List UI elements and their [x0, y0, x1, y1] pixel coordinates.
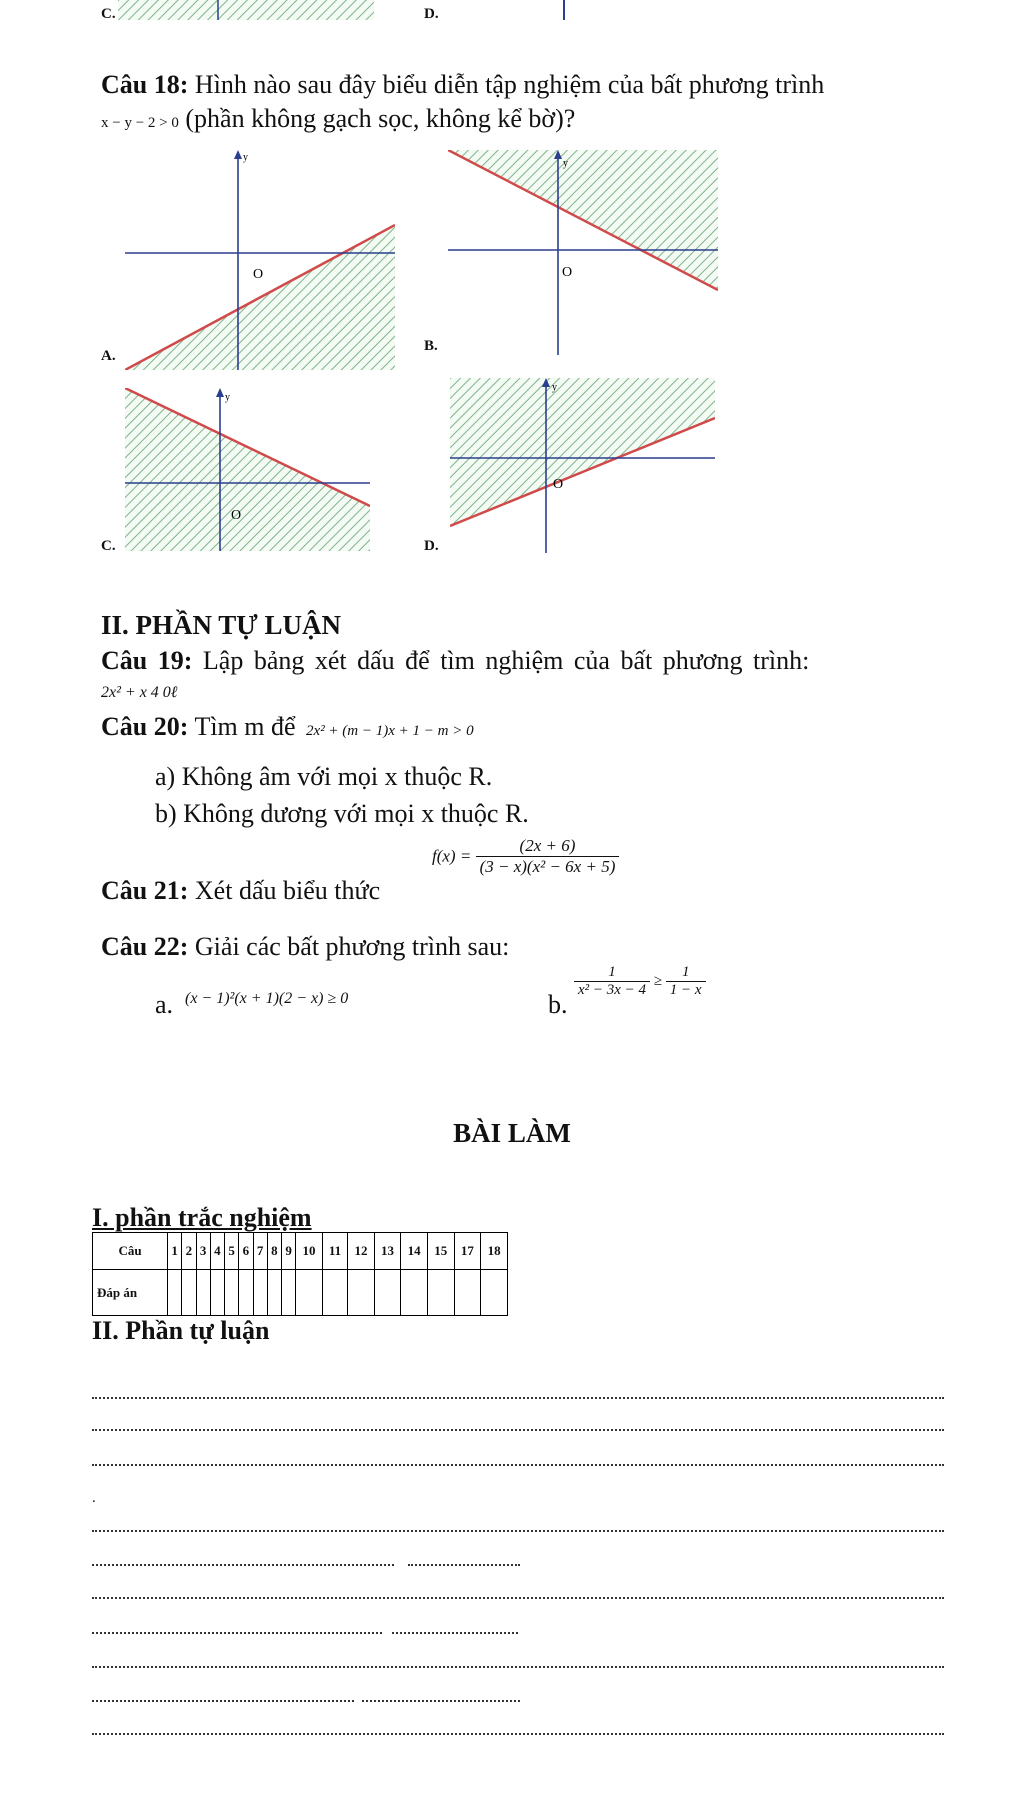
answer-cell[interactable] [267, 1270, 281, 1316]
graph-b-y-label: y [563, 158, 568, 169]
option-c: C. [101, 538, 116, 554]
answer-table-row-answers [93, 1270, 508, 1316]
top-hatch-figure [118, 0, 374, 20]
answer-col-number: 5 [225, 1233, 239, 1270]
answer-cell[interactable] [374, 1270, 401, 1316]
q20-label: Câu 20: [101, 712, 189, 741]
graph-a-y-label: y [243, 152, 248, 163]
answer-col-number: 13 [374, 1233, 401, 1270]
graph-d [450, 378, 715, 553]
answer-cell[interactable] [454, 1270, 481, 1316]
graph-b [448, 150, 718, 355]
graph-b-origin: O [562, 265, 573, 280]
writing-line[interactable] [92, 1666, 944, 1668]
q21-denominator: (3 − x)(x² − 6x + 5) [479, 857, 616, 876]
q22-label: Câu 22: [101, 932, 189, 961]
q18-line1 [101, 70, 824, 100]
writing-line-short[interactable] [362, 1700, 520, 1702]
graph-a-origin: O [253, 267, 264, 282]
q18-label: Câu 18: [101, 70, 189, 99]
answer-table-header-cau: Câu [93, 1233, 168, 1270]
q18-inequality: x − y − 2 > 0 [101, 115, 179, 131]
answer-col-number: 4 [210, 1233, 224, 1270]
answer-cell[interactable] [196, 1270, 210, 1316]
q22-b-num2: 1 [666, 964, 706, 982]
top-option-d: D. [424, 6, 439, 22]
writing-line[interactable] [92, 1530, 944, 1532]
answer-cell[interactable] [253, 1270, 267, 1316]
writing-line-short[interactable] [392, 1632, 518, 1634]
answer-cell[interactable] [401, 1270, 428, 1316]
answer-col-number: 18 [481, 1233, 508, 1270]
q22-part-b-label: b. [548, 990, 568, 1019]
answer-col-number: 11 [322, 1233, 347, 1270]
graph-d-origin: O [553, 477, 564, 492]
q19-text: Lập bảng xét dấu để tìm nghiệm của bất phương trình: [202, 646, 810, 675]
writing-line-short[interactable] [92, 1632, 382, 1634]
q20-line1 [101, 712, 474, 746]
answer-col-number: 12 [348, 1233, 375, 1270]
writing-line[interactable] [92, 1733, 944, 1735]
answer-cell[interactable] [296, 1270, 323, 1316]
q21-text: Xét dấu biểu thức [194, 876, 381, 905]
bai-lam-title: BÀI LÀM [453, 1118, 571, 1148]
answer-cell[interactable] [182, 1270, 196, 1316]
q22-b-den2: 1 − x [669, 982, 702, 998]
writing-line-short[interactable] [408, 1564, 520, 1566]
answer-cell[interactable] [427, 1270, 454, 1316]
answer-col-number: 9 [282, 1233, 296, 1270]
answer-cell[interactable] [239, 1270, 253, 1316]
writing-line[interactable] [92, 1464, 944, 1466]
option-d: D. [424, 538, 439, 554]
answer-col-number: 1 [168, 1233, 182, 1270]
answer-cell[interactable] [322, 1270, 347, 1316]
answer-col-number: 14 [401, 1233, 428, 1270]
writing-line[interactable] [92, 1429, 944, 1431]
q21-f: f(x) = [432, 846, 472, 866]
writing-line-short[interactable] [92, 1564, 394, 1566]
q21-expression [432, 836, 619, 877]
q21-line1 [101, 876, 380, 906]
answer-cell[interactable] [168, 1270, 182, 1316]
answer-col-number: 6 [239, 1233, 253, 1270]
q18-text: Hình nào sau đây biểu diễn tập nghiệm của bất phương trình [194, 70, 825, 99]
writing-line-short[interactable] [92, 1700, 354, 1702]
answer-cell[interactable] [481, 1270, 508, 1316]
top-option-c: C. [101, 6, 116, 22]
q20-part-b: b) Không dương với mọi x thuộc R. [155, 799, 529, 828]
q22-b-op: ≥ [653, 973, 663, 989]
graph-c [125, 388, 370, 551]
q21-label: Câu 21: [101, 876, 189, 905]
answer-col-number: 15 [427, 1233, 454, 1270]
q21-numerator: (2x + 6) [476, 836, 620, 857]
answer-cell[interactable] [348, 1270, 375, 1316]
answer-table [92, 1232, 508, 1316]
answer-col-number: 8 [267, 1233, 281, 1270]
answer-cell[interactable] [225, 1270, 239, 1316]
stray-dot: . [92, 1490, 96, 1506]
answers-section1-title: I. phần trắc nghiệm [92, 1203, 312, 1232]
writing-line[interactable] [92, 1397, 944, 1399]
top-axis-line [563, 0, 565, 20]
section2-title: II. PHẦN TỰ LUẬN [101, 610, 342, 640]
q22-part-b-expr [574, 964, 706, 999]
answer-col-number: 3 [196, 1233, 210, 1270]
q22-line1 [101, 932, 509, 962]
answer-cell[interactable] [210, 1270, 224, 1316]
q19-expr: 2x² + x 4 0ℓ [101, 684, 178, 701]
answer-table-row-numbers [93, 1233, 508, 1270]
q22-part-a-expr: (x − 1)²(x + 1)(2 − x) ≥ 0 [185, 990, 349, 1007]
q20-text: Tìm m để [194, 712, 296, 741]
answer-col-number: 17 [454, 1233, 481, 1270]
q19-label: Câu 19: [101, 646, 193, 675]
q18-text2: (phần không gạch sọc, không kể bờ)? [185, 104, 576, 133]
q22-text: Giải các bất phương trình sau: [194, 932, 510, 961]
q22-part-a-label: a. [155, 990, 174, 1019]
graph-d-y-label: y [552, 382, 557, 393]
graph-c-y-label: y [225, 392, 230, 403]
answer-col-number: 10 [296, 1233, 323, 1270]
q22-b-num1: 1 [574, 964, 650, 982]
option-a: A. [101, 348, 116, 364]
option-b: B. [424, 338, 438, 354]
q22-b-den1: x² − 3x − 4 [578, 982, 647, 998]
q19-line1 [101, 646, 941, 676]
q20-part-a: a) Không âm với mọi x thuộc R. [155, 762, 493, 791]
answer-cell[interactable] [282, 1270, 296, 1316]
answer-table-header-dap-an: Đáp án [93, 1270, 168, 1316]
answer-col-number: 7 [253, 1233, 267, 1270]
writing-line[interactable] [92, 1597, 944, 1599]
graph-a [125, 150, 395, 370]
answers-section2-title: II. Phần tự luận [92, 1316, 270, 1345]
answer-col-number: 2 [182, 1233, 196, 1270]
graph-c-origin: O [231, 508, 242, 523]
q20-expr: 2x² + (m − 1)x + 1 − m > 0 [306, 723, 474, 739]
q18-line2 [101, 104, 575, 138]
